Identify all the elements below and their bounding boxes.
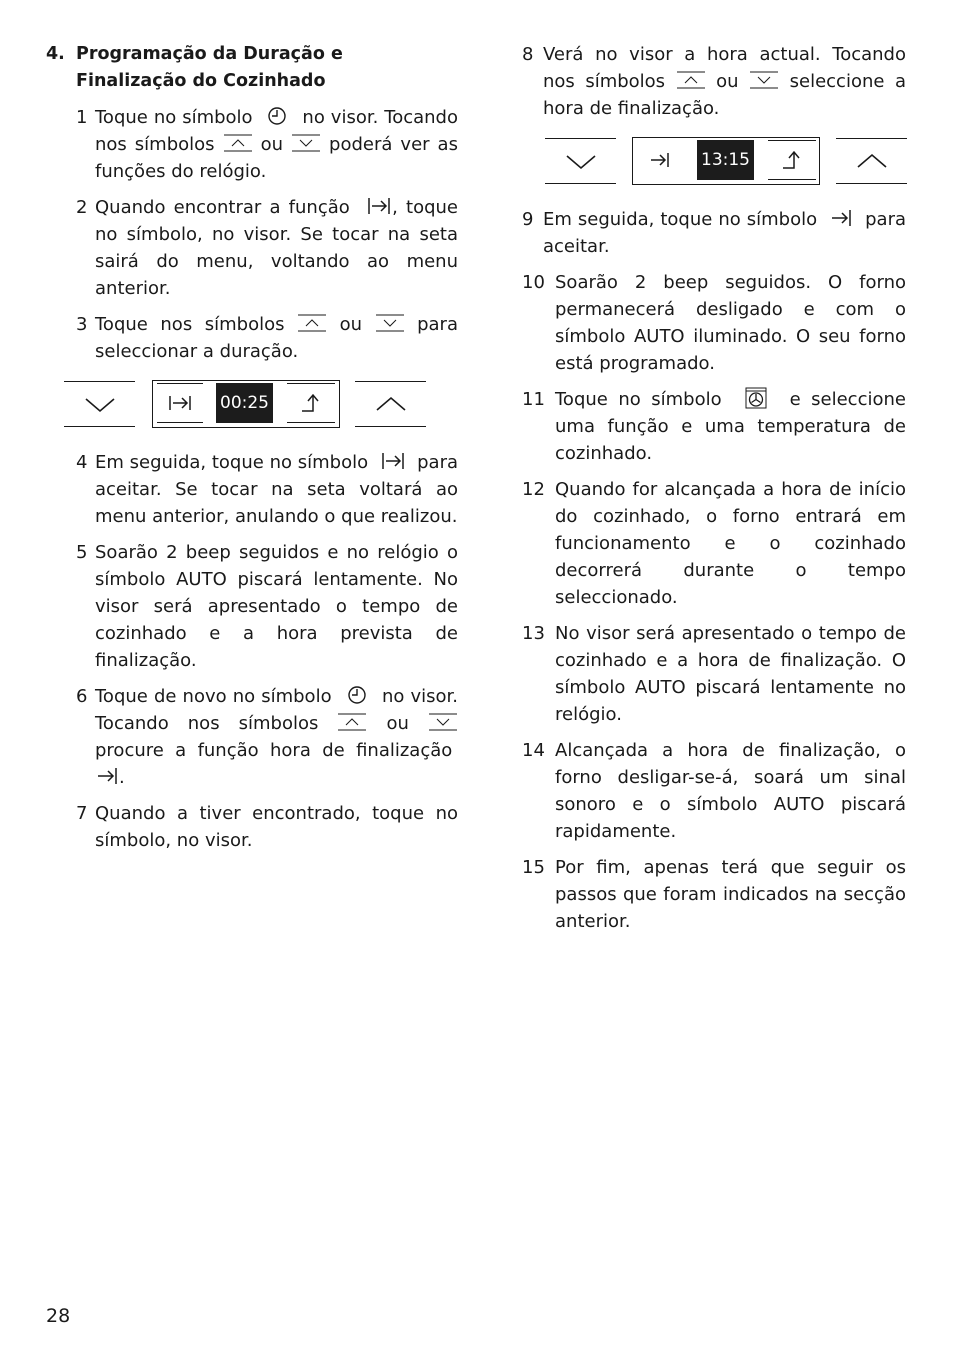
oven-function-icon bbox=[743, 387, 769, 409]
back-button[interactable] bbox=[287, 383, 335, 423]
step-text: Alcançada a hora de finalização, o forno desligar-se-á, soará um sinal sonoro e o símbolo bbox=[555, 740, 906, 815]
step-text: Toque de novo no símbolo bbox=[95, 686, 332, 707]
step-text: para seleccionar a duração. bbox=[95, 314, 458, 362]
word-or: ou bbox=[260, 134, 284, 155]
auto-symbol-label: AUTO bbox=[633, 326, 685, 347]
step-text: iluminado. O seu forno está programado. bbox=[555, 326, 906, 374]
step-text: Em seguida, toque no símbolo bbox=[95, 452, 369, 473]
step-text: Quando encontrar a função bbox=[95, 197, 350, 218]
word-or: ou bbox=[716, 71, 739, 92]
down-button[interactable] bbox=[64, 381, 135, 427]
step-number: 11 bbox=[522, 389, 545, 410]
back-button[interactable] bbox=[768, 140, 816, 180]
step-text: Soarão 2 beep seguidos e no relógio o símbolo bbox=[95, 542, 458, 590]
section-number: 4. bbox=[46, 44, 65, 64]
step-number: 14 bbox=[522, 740, 545, 761]
step-text: Em seguida, toque no símbolo bbox=[543, 209, 818, 230]
step-13 bbox=[522, 620, 906, 728]
arrow-down-icon bbox=[375, 313, 405, 333]
arrow-down-icon bbox=[291, 133, 321, 153]
end-time-display-panel bbox=[522, 138, 906, 188]
duration-icon bbox=[366, 196, 392, 216]
duration-display-panel bbox=[46, 381, 410, 431]
section-heading bbox=[46, 41, 458, 95]
display-screen bbox=[632, 137, 820, 185]
step-number: 4 bbox=[76, 452, 88, 473]
step-number: 8 bbox=[522, 44, 534, 65]
down-button[interactable] bbox=[545, 138, 616, 184]
step-text: Quando a tiver encontrado, toque no símbolo, no visor. bbox=[95, 803, 458, 851]
left-column bbox=[46, 41, 458, 863]
step-text: Verá no visor a hora actual. Tocando nos símbolos bbox=[543, 44, 906, 92]
chevron-up-icon bbox=[855, 151, 889, 171]
step-5 bbox=[76, 539, 458, 674]
step-6 bbox=[76, 683, 458, 791]
step-text: piscará rapidamente. bbox=[555, 794, 906, 842]
step-text: poderá ver as funções do relógio. bbox=[95, 134, 458, 182]
step-text: piscará lentamente no relógio. bbox=[555, 677, 906, 725]
end-time-function-button[interactable] bbox=[637, 140, 683, 180]
step-text: . bbox=[119, 767, 125, 788]
step-text: piscará lentamente. No visor será apresentado o tempo de cozinhado e a hora prevista de finalização. bbox=[95, 569, 458, 671]
word-or: ou bbox=[339, 314, 362, 335]
duration-icon bbox=[168, 394, 192, 412]
step-text: procure a função hora de finalização bbox=[95, 740, 453, 761]
step-text: Toque nos símbolos bbox=[95, 314, 285, 335]
display-screen bbox=[152, 380, 340, 428]
step-text: para aceitar. bbox=[543, 209, 906, 257]
arrow-down-icon bbox=[749, 70, 779, 90]
step-text: Soarão 2 beep seguidos. O forno permanecerá desligado e com o símbolo bbox=[555, 272, 906, 347]
back-arrow-icon bbox=[779, 149, 805, 171]
step-text: Quando for alcançada a hora de início do cozinhado, o forno entrará em funcionamento e o cozinhado decorrerá durante o tempo seleccionado. bbox=[555, 479, 906, 608]
duration-function-button[interactable] bbox=[157, 383, 203, 423]
word-or: ou bbox=[386, 713, 409, 734]
chevron-down-icon bbox=[83, 394, 117, 414]
step-text: Toque no símbolo bbox=[95, 107, 253, 128]
arrow-up-icon bbox=[337, 712, 367, 732]
step-text: , toque no símbolo, no visor. Se tocar na seta sairá do menu, voltando ao menu anterior. bbox=[95, 197, 458, 299]
auto-symbol-label: AUTO bbox=[773, 794, 825, 815]
page-number: 28 bbox=[46, 1305, 71, 1327]
clock-icon bbox=[344, 685, 370, 705]
section-title: Programação da Duração e Finalização do Cozinhado bbox=[76, 44, 343, 91]
step-text: seleccione a hora de finalização. bbox=[543, 71, 906, 119]
step-text: para aceitar. Se tocar na seta voltará ao menu anterior, anulando o que realizou. bbox=[95, 452, 458, 527]
step-text: No visor será apresentado o tempo de cozinhado e a hora de finalização. O símbolo bbox=[555, 623, 906, 698]
step-8 bbox=[522, 41, 906, 122]
step-12 bbox=[522, 476, 906, 611]
step-3 bbox=[76, 311, 458, 365]
chevron-down-icon bbox=[564, 151, 598, 171]
arrow-down-icon bbox=[428, 712, 458, 732]
step-number: 2 bbox=[76, 197, 88, 218]
step-11 bbox=[522, 386, 906, 467]
step-15 bbox=[522, 854, 906, 935]
step-number: 7 bbox=[76, 803, 88, 824]
step-text: no visor. Tocando nos símbolos bbox=[95, 686, 458, 734]
display-time: 13:15 bbox=[697, 140, 754, 180]
step-number: 3 bbox=[76, 314, 88, 335]
step-text: e seleccione uma função e uma temperatura de cozinhado. bbox=[555, 389, 906, 464]
duration-icon bbox=[380, 451, 406, 471]
display-time: 00:25 bbox=[216, 383, 273, 423]
step-number: 9 bbox=[522, 209, 534, 230]
clock-icon bbox=[264, 106, 290, 126]
step-9 bbox=[522, 206, 906, 260]
right-column bbox=[522, 41, 906, 944]
auto-symbol-label: AUTO bbox=[176, 569, 227, 590]
auto-symbol-label: AUTO bbox=[635, 677, 686, 698]
up-button[interactable] bbox=[836, 138, 907, 184]
up-button[interactable] bbox=[355, 381, 426, 427]
end-time-icon bbox=[95, 766, 119, 786]
step-2 bbox=[76, 194, 458, 302]
step-text: Toque no símbolo bbox=[555, 389, 722, 410]
arrow-up-icon bbox=[676, 70, 706, 90]
step-number: 15 bbox=[522, 857, 545, 878]
step-1 bbox=[76, 104, 458, 185]
step-text: Por fim, apenas terá que seguir os passos que foram indicados na secção anterior. bbox=[555, 857, 906, 932]
step-14 bbox=[522, 737, 906, 845]
end-time-icon bbox=[829, 208, 853, 228]
step-number: 10 bbox=[522, 272, 545, 293]
step-10 bbox=[522, 269, 906, 377]
step-number: 6 bbox=[76, 686, 88, 707]
step-7 bbox=[76, 800, 458, 854]
arrow-up-icon bbox=[297, 313, 327, 333]
step-text: no visor. Tocando nos símbolos bbox=[95, 107, 458, 155]
step-number: 1 bbox=[76, 107, 88, 128]
end-time-icon bbox=[649, 151, 671, 169]
step-number: 13 bbox=[522, 623, 545, 644]
step-number: 12 bbox=[522, 479, 545, 500]
chevron-up-icon bbox=[374, 394, 408, 414]
step-number: 5 bbox=[76, 542, 88, 563]
back-arrow-icon bbox=[298, 392, 324, 414]
arrow-up-icon bbox=[223, 133, 253, 153]
step-4 bbox=[76, 449, 458, 530]
